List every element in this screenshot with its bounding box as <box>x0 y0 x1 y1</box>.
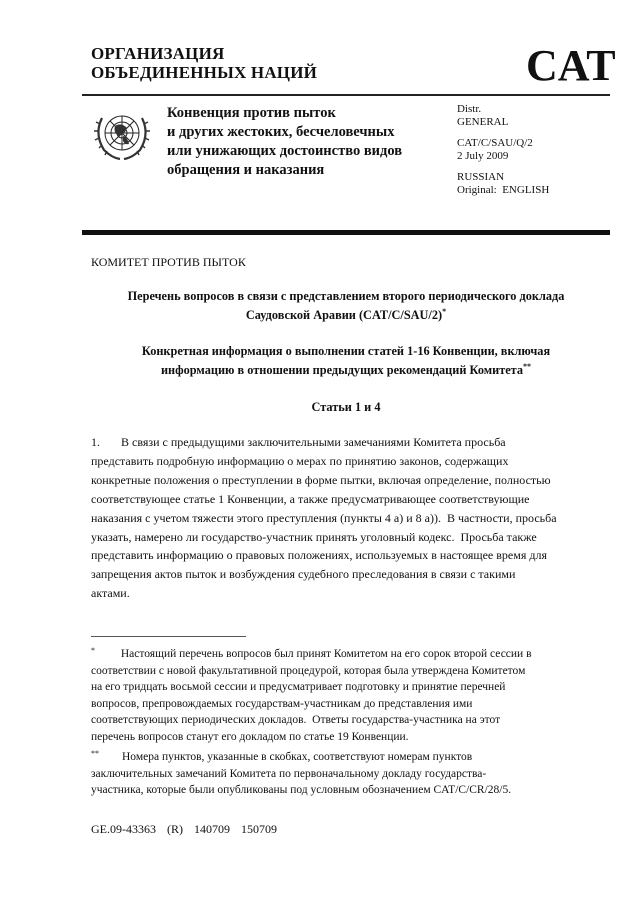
convention-line: и других жестоких, бесчеловечных <box>167 124 395 140</box>
footnote-line: соответствии с новой факультативной процедурой, которая была утверждена Комитетом <box>91 664 526 677</box>
footnote-line: на его тридцать восьмой сессии и предусматривает подготовку и принятие перечней <box>91 681 506 693</box>
header-divider <box>82 94 610 96</box>
paragraph-line: представить информацию о правовых положениях, используемых в настоящее время для <box>91 548 547 563</box>
org-line-1: ОРГАНИЗАЦИЯ <box>91 44 225 63</box>
footnote-separator <box>91 636 246 637</box>
footnote-ref[interactable]: * <box>442 306 447 316</box>
convention-line: или унижающих достоинство видов <box>167 143 403 159</box>
footnote-line: Номера пунктов, указанные в скобках, соответствуют номерам пунктов <box>99 751 473 763</box>
paragraph-line: актами. <box>91 586 130 601</box>
footnote-line: соответствующих периодических докладов. Ответы государства-участника на этот <box>91 714 501 726</box>
paragraph-line: запрещения актов пыток и возбуждения судебного преследования в связи с такими <box>91 567 516 582</box>
footnote-1 <box>91 646 532 745</box>
footnote-line: Настоящий перечень вопросов был принят Комитетом на его сорок второй сессии в <box>95 648 532 660</box>
paragraph-line: наказания с учетом тяжести этого преступления (пункты 4 a) и 8 a)). В частности, просьба <box>91 510 557 525</box>
document-title <box>82 287 610 325</box>
document-footer-code: GE.09-43363 (R) 140709 150709 <box>91 822 277 836</box>
un-emblem-icon <box>93 106 151 162</box>
document-subtitle <box>82 342 610 380</box>
title-line-2: Саудовской Аравии (CAT/C/SAU/2) <box>245 308 443 322</box>
document-date: 2 July 2009 <box>457 150 509 162</box>
paragraph-line: 1. В связи с предыдущими заключительными замечаниями Комитета просьба <box>91 435 506 449</box>
section-heading: Статьи 1 и 4 <box>311 400 381 414</box>
organization-name <box>91 44 317 82</box>
paragraph-line: представить подробную информацию о мерах по принятию законов, содержащих <box>91 453 509 468</box>
footnote-2 <box>91 749 511 799</box>
original-language: Original: ENGLISH <box>457 184 550 196</box>
document-code: CAT/C/SAU/Q/2 <box>457 137 533 149</box>
convention-line: Конвенция против пыток <box>167 105 336 121</box>
title-line-1: Перечень вопросов в связи с представлением второго периодического доклада <box>127 289 565 303</box>
footnote-line: участника, которые были опубликованы под условным обозначением CAT/C/CR/28/5. <box>91 784 512 796</box>
footnote-ref[interactable]: ** <box>523 361 532 371</box>
subtitle-line-2: информацию в отношении предыдущих рекомендаций Комитета <box>160 363 524 377</box>
footnote-line: заключительных замечаний Комитета по первоначальному докладу государства- <box>91 767 487 780</box>
footnote-mark: ** <box>91 749 99 758</box>
convention-title <box>167 104 402 180</box>
paragraph-line: соответствующее статье 1 Конвенции, а также предусматривающее соответствующие <box>91 491 530 506</box>
convention-line: обращения и наказания <box>167 162 325 178</box>
org-line-2: ОБЪЕДИНЕННЫХ НАЦИЙ <box>91 63 318 82</box>
paragraph-line: указать, намерено ли государство-участник принять уголовный кодекс. Просьба также <box>91 529 537 544</box>
footnote-mark: * <box>91 646 95 655</box>
distr-value: GENERAL <box>457 116 509 128</box>
footnote-line: вопросов, препровождаемых государствам-участникам до представления ими <box>91 697 473 710</box>
paragraph-1 <box>91 433 557 603</box>
footnote-line: перечень вопросов станут его докладом по статье 19 Конвенции. <box>91 730 409 743</box>
distribution-info <box>457 103 549 197</box>
document-symbol: CAT <box>526 41 616 90</box>
subtitle-line-1: Конкретная информация о выполнении статей 1-16 Конвенции, включая <box>141 344 551 358</box>
distr-label: Distr. <box>457 103 482 115</box>
committee-heading: КОМИТЕТ ПРОТИВ ПЫТОК <box>91 255 246 269</box>
paragraph-line: конкретные положения о преступлении в форме пытки, включая определение, полностью <box>91 472 551 487</box>
header-thick-divider <box>82 230 610 235</box>
document-language: RUSSIAN <box>457 171 505 183</box>
